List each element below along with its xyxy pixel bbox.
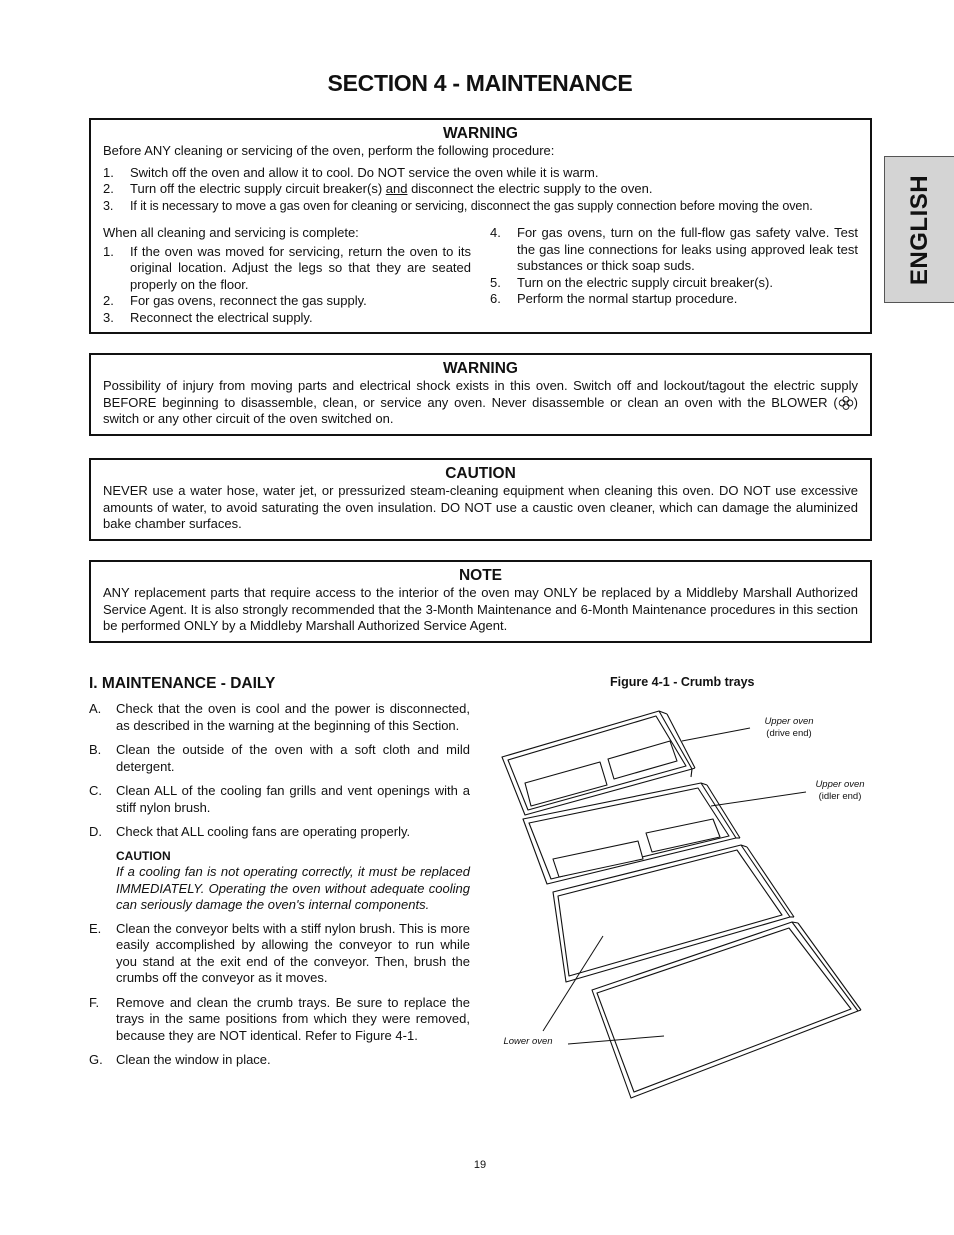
caution-heading: CAUTION xyxy=(445,465,516,482)
list-item: F. Remove and clean the crumb trays. Be sure to replace the trays in the same positions from which they were removed, because they are NOT identical. Refer to Figure 4-1. xyxy=(89,994,470,1043)
warning-heading: WARNING xyxy=(443,125,518,142)
completion-left-column xyxy=(103,225,471,326)
page-number: 19 xyxy=(473,1159,487,1171)
list-item: 6. Perform the normal startup procedure. xyxy=(490,291,738,306)
note-heading: NOTE xyxy=(458,567,503,584)
list-item: A. Check that the oven is cool and the power is disconnected, as described in the warning at the beginning of this Section. xyxy=(89,701,470,733)
warning-intro: Before ANY cleaning or servicing of the oven, perform the following procedure: xyxy=(103,143,555,158)
list-item: 3. If it is necessary to move a gas oven for cleaning or servicing, disconnect the gas supply connection before moving the oven. xyxy=(103,198,813,213)
warning-shock-box xyxy=(89,353,872,436)
label-lower-oven: Lower oven xyxy=(503,1036,553,1047)
completion-right-column xyxy=(490,225,858,326)
list-item: 2. Turn off the electric supply circuit breaker(s) and disconnect the electric supply to the oven. xyxy=(103,181,653,196)
language-tab-label: ENGLISH xyxy=(905,174,933,285)
list-item: 2. For gas ovens, reconnect the gas supply. xyxy=(103,293,367,308)
list-item: G. Clean the window in place. xyxy=(89,1052,271,1067)
list-item: D. Check that ALL cooling fans are operating properly. xyxy=(89,824,411,839)
caution-heading: CAUTION xyxy=(116,848,171,863)
caution-text: NEVER use a water hose, water jet, or pressurized steam-cleaning equipment when cleaning this oven. DO NOT use excessive amounts of water, to avoid saturating the oven insulation. DO NOT use a caustic oven cleaner, which can damage the aluminized bake chamber surfaces. xyxy=(103,483,858,531)
list-item: 5. Turn on the electric supply circuit breaker(s). xyxy=(490,274,774,290)
language-tab xyxy=(884,156,954,303)
label-drive-end: (drive end) xyxy=(766,728,812,739)
list-item: 1. Switch off the oven and allow it to cool. Do NOT service the oven while it is warm. xyxy=(103,164,599,180)
list-item: B. Clean the outside of the oven with a soft cloth and mild detergent. xyxy=(89,742,470,774)
daily-maintenance-list xyxy=(89,701,470,1077)
label-upper-oven-drive: Upper oven xyxy=(764,716,814,727)
list-item: 1. If the oven was moved for servicing, return the oven to its original location. Adjust the legs so that they are seated properly on the floor. xyxy=(103,243,471,292)
list-item: C. Clean ALL of the cooling fan grills and vent openings with a stiff nylon brush. xyxy=(89,783,470,815)
page-title: SECTION 4 - MAINTENANCE xyxy=(327,70,633,96)
crumb-trays-figure xyxy=(495,700,875,1110)
list-item: 4. For gas ovens, turn on the full-flow gas safety valve. Test the gas line connections for leaks using approved leak test substances or thick soap suds. xyxy=(490,225,858,273)
leader-line-upper-drive xyxy=(682,728,750,741)
cooling-fan-caution xyxy=(89,848,470,914)
caution-box xyxy=(89,458,872,541)
warning-procedure-box xyxy=(89,118,872,334)
label-idler-end: (idler end) xyxy=(818,791,862,802)
shutdown-steps xyxy=(103,165,858,215)
label-upper-oven-idler: Upper oven xyxy=(815,779,865,790)
daily-maintenance-heading: I. MAINTENANCE - DAILY xyxy=(89,675,276,692)
fan-icon xyxy=(838,396,854,410)
caution-text: If a cooling fan is not operating correctly, it must be replaced IMMEDIATELY. Operating the oven without adequate cooling can seriously damage the oven's internal components. xyxy=(116,864,470,912)
completion-steps xyxy=(103,225,858,326)
warning-text: Possibility of injury from moving parts and electrical shock exists in this oven. Switch off and lockout/tagout the electric supply BEFORE beginning to disassemble, clean, or service any oven. Never disassemble or clean an oven with the BLOWER ( ) switch or any other circuit of the oven switched on. xyxy=(103,378,858,426)
note-text: ANY replacement parts that require access to the interior of the oven may ONLY be replaced by a Middleby Marshall Authorized Service Agent. It is also strongly recommended that the 3-Month Maintenance and 6-Month Maintenance procedures in this section be performed ONLY by a Middleby Marshall Authorized Service Agent. xyxy=(103,585,858,633)
crumb-trays-illustration xyxy=(495,700,875,1110)
warning-heading: WARNING xyxy=(443,360,518,377)
list-item: 3. Reconnect the electrical supply. xyxy=(103,309,313,325)
list-item: E. Clean the conveyor belts with a stiff nylon brush. This is more easily accomplished by allowing the conveyor to run while you stand at the exit end of the conveyor. Then, brush the crumbs off the conveyor as it moves. xyxy=(89,920,470,985)
leader-line-upper-idler xyxy=(711,792,806,806)
completion-intro: When all cleaning and servicing is complete: xyxy=(103,225,359,240)
note-box xyxy=(89,560,872,643)
figure-caption: Figure 4-1 - Crumb trays xyxy=(610,675,755,689)
